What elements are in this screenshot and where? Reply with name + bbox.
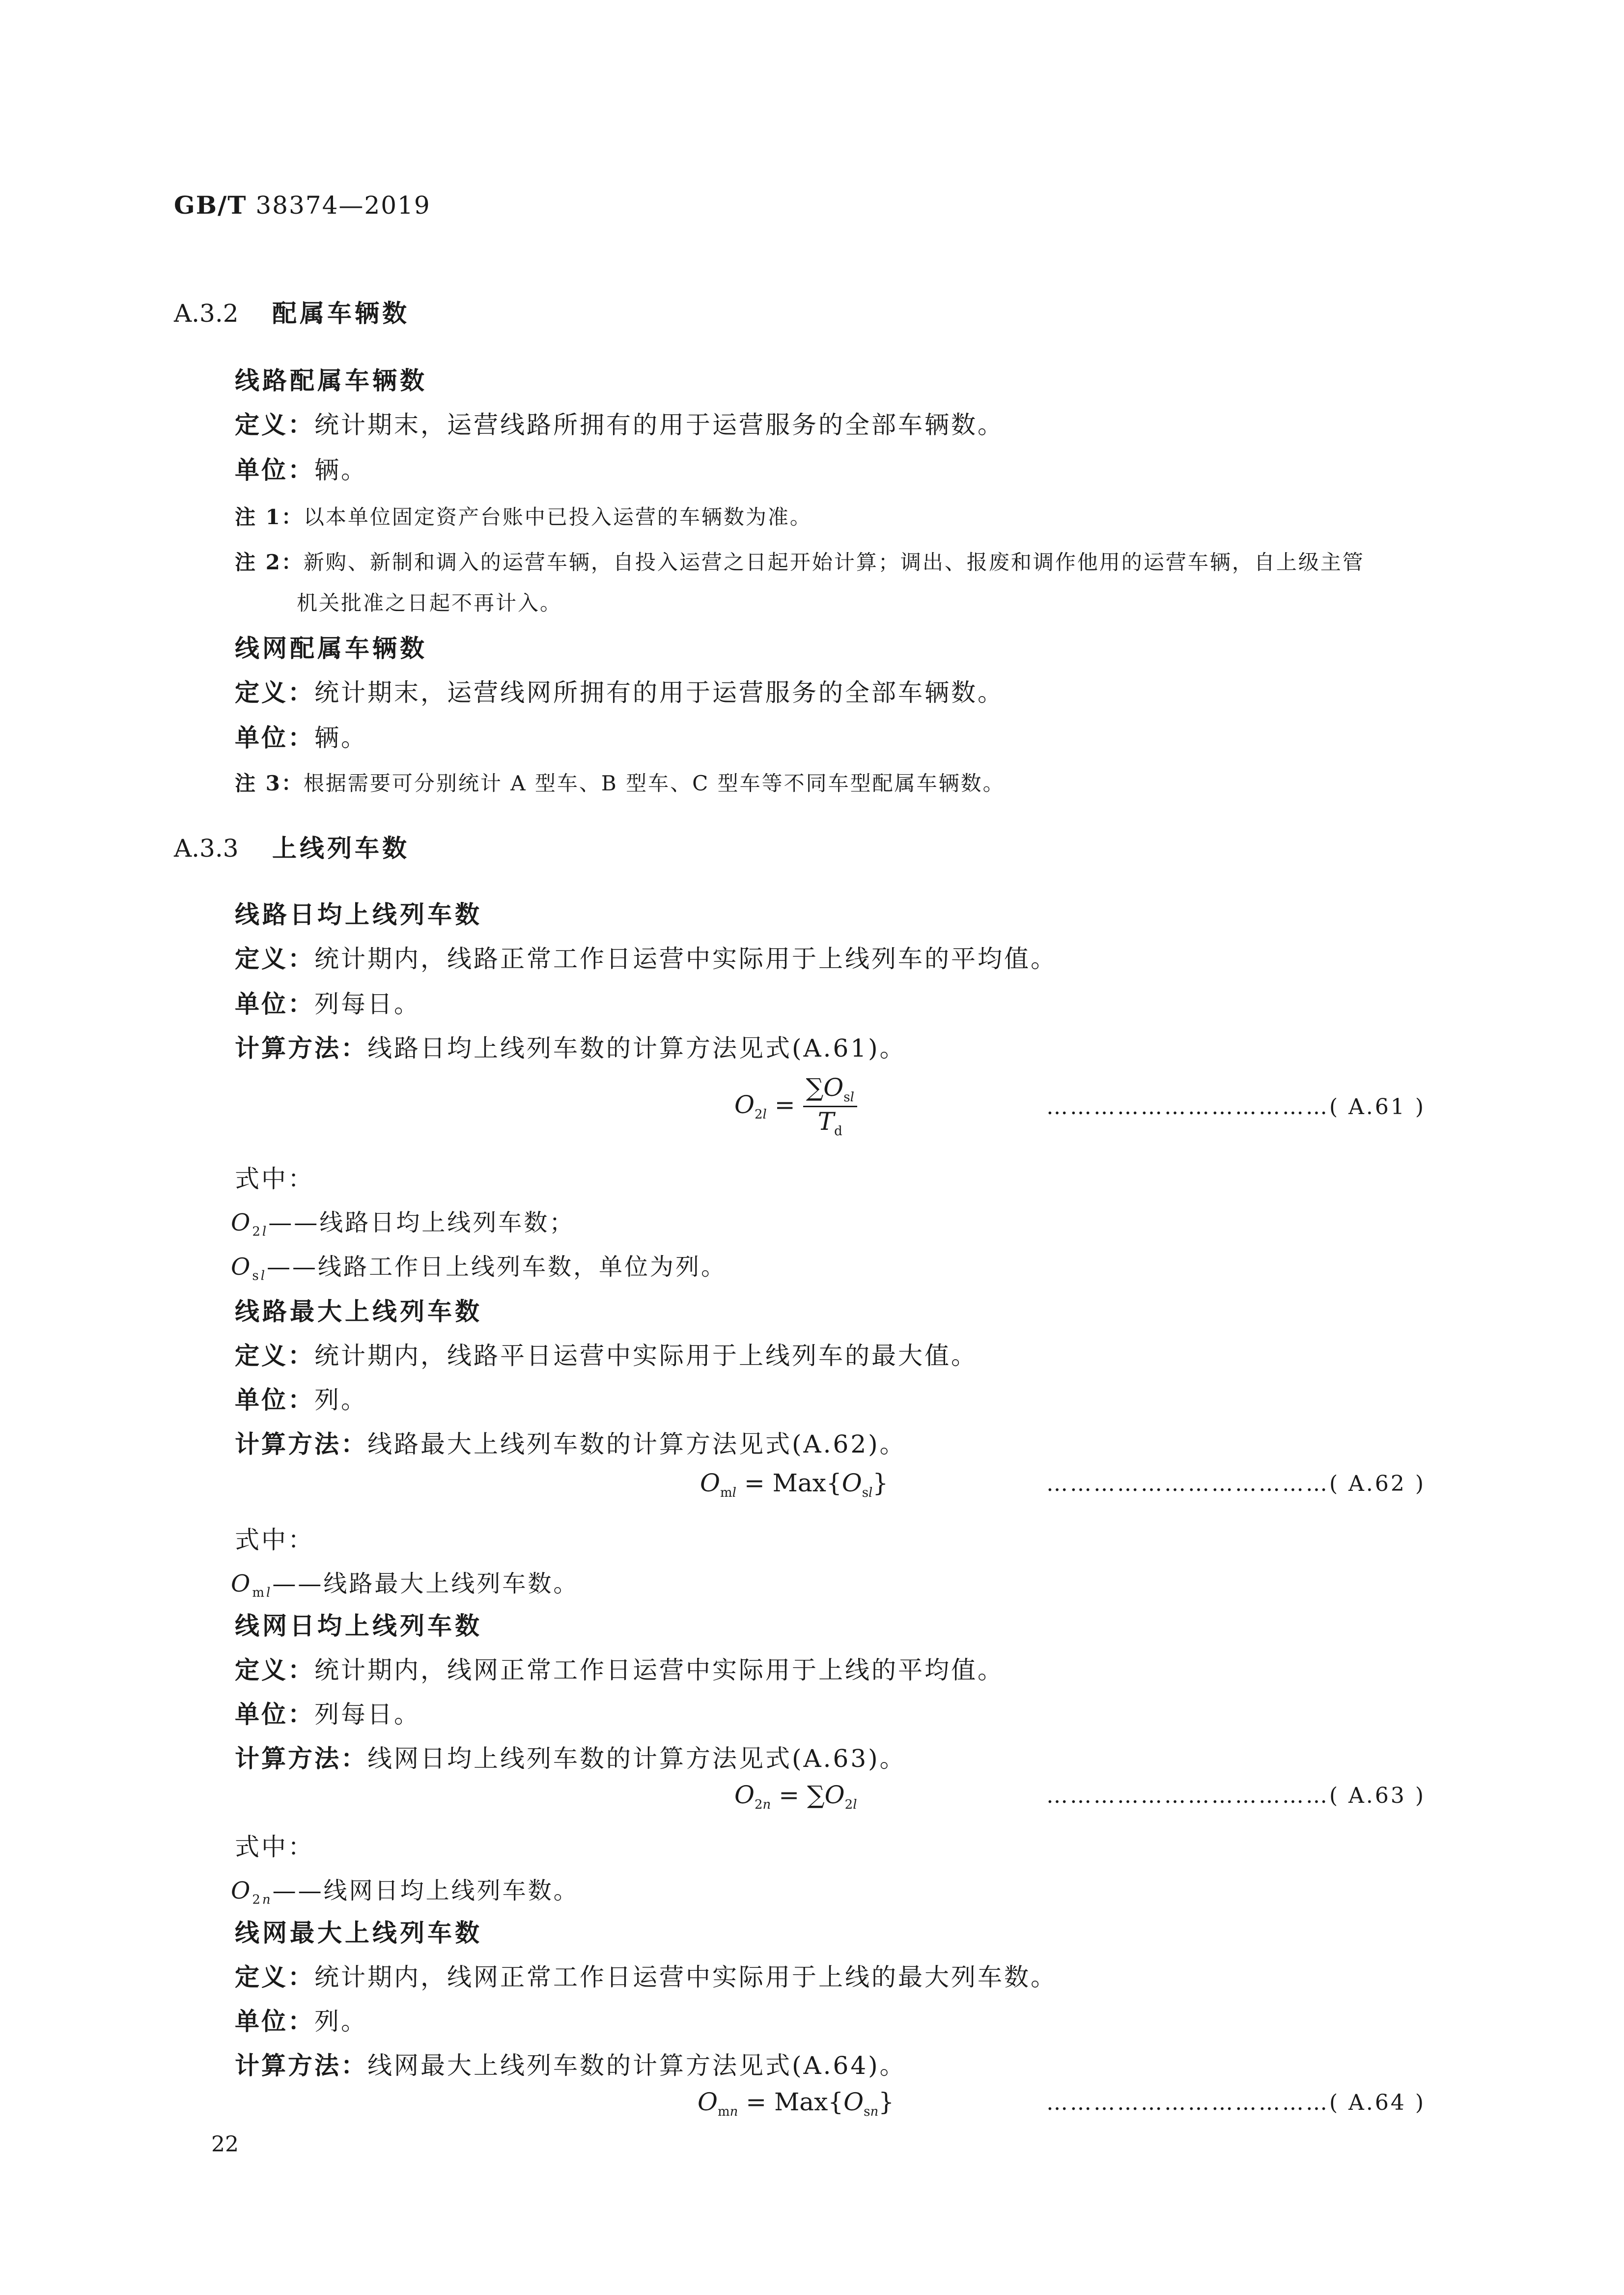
variable-description: ——线路最大上线列车数。 [272,1570,579,1597]
formula-a62: $O_{ml} = Max\{O_{sl}\}$ [700,1469,889,1500]
equation-number-a63 [1046,1783,1426,1808]
term-title: 线网日均上线列车数 [235,1611,482,1640]
term-title: 线路配属车辆数 [235,366,427,395]
definition-line [235,1958,1057,1993]
definition-text: 统计期内，线路平日运营中实际用于上线列车的最大值。 [314,1342,978,1370]
note-3 [235,767,1005,797]
section-heading-a33 [174,829,410,864]
note-1 [235,501,812,531]
note-label: 注 1： [235,505,304,529]
dot-leader: ……………………………… [1046,2090,1329,2115]
calc-line [235,1425,906,1460]
unit-text: 辆。 [314,456,367,484]
calc-label: 计算方法： [235,1034,367,1063]
calc-text: 线网最大上线列车数的计算方法见式(A.64)。 [367,2051,906,2080]
section-title: 配属车辆数 [272,299,410,328]
definition-text: 统计期内，线路正常工作日运营中实际用于上线列车的平均值。 [314,945,1057,973]
note-label: 注 2： [235,550,304,574]
definition-label: 定义： [235,1655,314,1684]
calc-line [235,1739,906,1774]
unit-label: 单位： [235,2007,314,2036]
equation-number: ( A.61 ) [1329,1094,1426,1120]
unit-label: 单位： [235,989,314,1018]
page-number: 22 [211,2132,239,2157]
note-2 [235,546,1365,576]
variable-description: ——线网日均上线列车数。 [272,1877,579,1904]
dot-leader: ……………………………… [1046,1783,1329,1808]
unit-line [235,1380,367,1416]
unit-label: 单位： [235,1700,314,1729]
standard-prefix: GB/T [174,191,247,220]
unit-line [235,984,420,1020]
where-label: 式中： [235,1165,314,1193]
definition-text: 统计期末，运营线网所拥有的用于运营服务的全部车辆数。 [314,678,1004,707]
equation-number: ( A.62 ) [1329,1471,1426,1496]
variable-o2n: $O_{2n}——$线网日均上线列车数。 [231,1877,579,1907]
unit-label: 单位： [235,1385,314,1414]
definition-label: 定义： [235,1341,314,1370]
note-text: 根据需要可分别统计 A 型车、B 型车、C 型车等不同车型配属车辆数。 [303,771,1005,795]
calc-line [235,1029,906,1064]
term-title: 线网配属车辆数 [235,634,427,663]
calc-label: 计算方法： [235,1429,367,1458]
definition-line [235,939,1057,975]
standard-header [174,191,431,220]
note-label: 注 3： [235,771,304,795]
section-title: 上线列车数 [272,834,410,863]
equation-number-a62 [1046,1471,1426,1496]
unit-text: 辆。 [314,724,367,752]
definition-line [235,1651,1004,1686]
equation-number: ( A.64 ) [1329,2090,1426,2115]
unit-text: 列每日。 [314,1700,420,1729]
formula-a63: $O_{2n} = \sum O_{2l}$ [734,1781,857,1812]
definition-line [235,1336,978,1371]
unit-line [235,1695,420,1730]
variable-description: ——线路日均上线列车数； [268,1209,575,1236]
note-2-continued: 机关批准之日起不再计入。 [297,591,562,615]
unit-line [235,718,367,754]
definition-label: 定义： [235,1962,314,1991]
definition-line [235,673,1004,708]
definition-text: 统计期末，运营线路所拥有的用于运营服务的全部车辆数。 [314,411,1004,439]
unit-label: 单位： [235,455,314,484]
unit-text: 列。 [314,1386,367,1414]
definition-label: 定义： [235,678,314,707]
calc-label: 计算方法： [235,2051,367,2080]
where-label: 式中： [235,1526,314,1554]
dot-leader: ……………………………… [1046,1094,1329,1120]
definition-line [235,405,1004,441]
variable-o2l: $O_{2l}——$线路日均上线列车数； [231,1209,575,1239]
definition-text: 统计期内，线网正常工作日运营中实际用于上线的最大列车数。 [314,1963,1057,1991]
variable-osl: $O_{sl}——$线路工作日上线列车数，单位为列。 [231,1253,727,1284]
term-title: 线路日均上线列车数 [235,900,482,929]
equation-number-a61 [1046,1094,1426,1120]
where-label: 式中： [235,1833,314,1861]
section-number: A.3.2 [174,299,239,328]
dot-leader: ……………………………… [1046,1471,1329,1496]
unit-text: 列。 [314,2007,367,2036]
variable-oml: $O_{ml}——$线路最大上线列车数。 [231,1570,579,1600]
definition-label: 定义： [235,410,314,439]
note-text: 以本单位固定资产台账中已投入运营的车辆数为准。 [303,505,812,529]
term-title: 线路最大上线列车数 [235,1297,482,1326]
section-heading-a32 [174,294,410,329]
variable-description: ——线路工作日上线列车数，单位为列。 [267,1253,727,1281]
definition-text: 统计期内，线网正常工作日运营中实际用于上线的平均值。 [314,1656,1004,1684]
calc-text: 线网日均上线列车数的计算方法见式(A.63)。 [367,1744,906,1773]
term-title: 线网最大上线列车数 [235,1918,482,1947]
definition-label: 定义： [235,944,314,973]
calc-text: 线路最大上线列车数的计算方法见式(A.62)。 [367,1430,906,1458]
equation-number-a64 [1046,2090,1426,2115]
unit-label: 单位： [235,723,314,752]
note-text: 新购、新制和调入的运营车辆，自投入运营之日起开始计算；调出、报废和调作他用的运营车辆，自上级主管 [303,550,1365,574]
unit-line [235,2002,367,2037]
formula-a64: $O_{mn} = Max\{O_{sn}\}$ [698,2088,895,2119]
unit-text: 列每日。 [314,990,420,1018]
calc-line [235,2046,906,2081]
calc-label: 计算方法： [235,1744,367,1773]
section-number: A.3.3 [174,834,239,863]
equation-number: ( A.63 ) [1329,1783,1426,1808]
calc-text: 线路日均上线列车数的计算方法见式(A.61)。 [367,1034,906,1063]
standard-number: 38374—2019 [255,191,431,220]
unit-line [235,450,367,486]
formula-a61: $O_{2l}$ = $\frac{\sum O_{sl}}{T_d}$ [734,1073,857,1139]
